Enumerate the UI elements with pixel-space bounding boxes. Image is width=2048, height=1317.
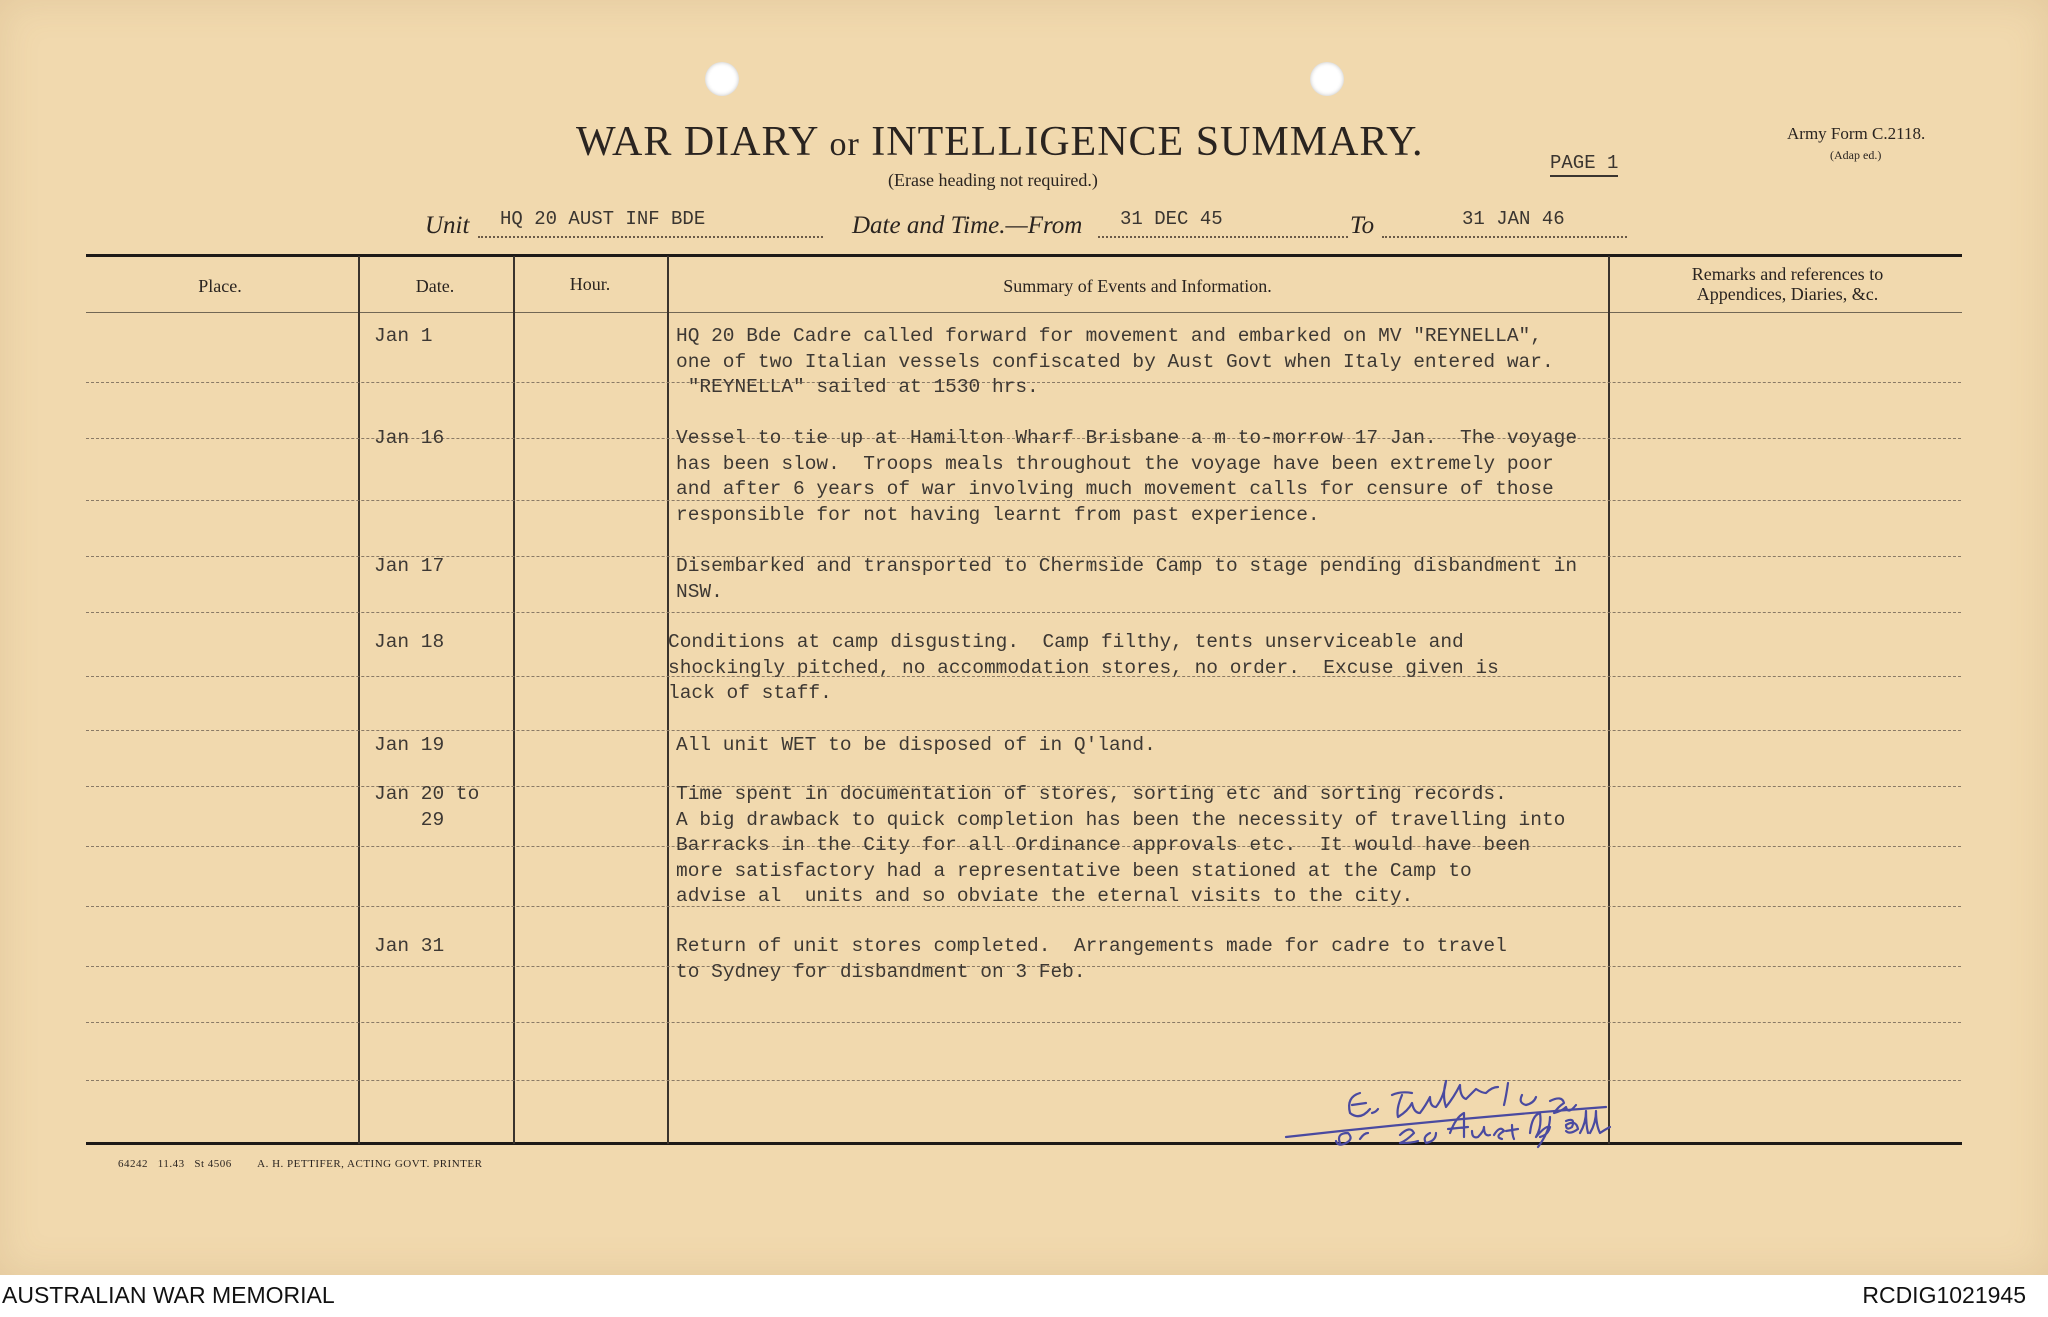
col-header-place: Place. (198, 276, 242, 296)
ruled-line (86, 612, 1961, 613)
ruled-line (86, 1022, 1961, 1023)
col-divider-place (358, 256, 360, 1144)
signature-image (1280, 1075, 1680, 1165)
to-field-line (1382, 236, 1627, 238)
col-header-hour: Hour. (569, 274, 611, 294)
date-time-label: Date and Time.—From (852, 212, 1083, 239)
entry-date: Jan 20 to 29 (374, 783, 480, 831)
form-title (576, 118, 1424, 166)
entry-text: Time spent in documentation of stores, sorting etc and sorting records. A big drawback to quick completion has been the necessity of travelling into Barracks in the City for all Ordinance approvals etc. It would have been more satisfactory had a representative been stationed at the Camp to advise al units and so obviate the eternal visits to the city. (676, 783, 1566, 907)
unit-field-line (478, 236, 823, 238)
title-war-diary: WAR DIARY (576, 119, 818, 165)
entry-text: HQ 20 Bde Cadre called forward for movement and embarked on MV "REYNELLA", one of two Italian vessels confiscated by Aust Govt when Italy entered war. "REYNELLA" sailed at 1530 hrs. (676, 325, 1554, 398)
entry-text: All unit WET to be disposed of in Q'land. (676, 734, 1156, 756)
entry-date: Jan 31 (374, 935, 445, 957)
col-header-date: Date. (415, 276, 455, 296)
table-bottom-rule (86, 1142, 1962, 1145)
entry-text: Conditions at camp disgusting. Camp filthy, tents unserviceable and shockingly pitched, no accommodation stores, no order. Excuse given is lack of staff. (668, 631, 1499, 704)
unit-label: Unit (425, 212, 470, 239)
from-field-line (1098, 236, 1348, 238)
ruled-line (86, 730, 1961, 731)
entry-date: Jan 17 (374, 555, 445, 577)
page-number: PAGE 1 (1550, 152, 1618, 177)
header-bottom-rule (86, 312, 1962, 313)
to-value: 31 JAN 46 (1462, 208, 1565, 230)
entry-text: Disembarked and transported to Chermside Camp to stage pending disbandment in NSW. (676, 555, 1578, 603)
footer-record-id: RCDIG1021945 (1862, 1282, 2026, 1308)
col-divider-date (513, 256, 515, 1144)
to-label: To (1350, 212, 1375, 239)
erase-note: (Erase heading not required.) (888, 170, 1098, 190)
footer-archive-name: AUSTRALIAN WAR MEMORIAL (2, 1282, 335, 1308)
title-intelligence-summary: INTELLIGENCE SUMMARY. (871, 119, 1424, 165)
entry-date: Jan 1 (374, 325, 433, 347)
from-value: 31 DEC 45 (1120, 208, 1223, 230)
col-divider-summary (1608, 256, 1610, 1144)
punch-hole-left (705, 62, 739, 96)
entry-date: Jan 16 (374, 427, 445, 449)
entry-date: Jan 19 (374, 734, 445, 756)
army-form-number: Army Form C.2118. (1787, 124, 1926, 143)
entry-text: Return of unit stores completed. Arrangements made for cadre to travel to Sydney for disbandment on 3 Feb. (676, 935, 1507, 983)
adaped-note: (Adap ed.) (1830, 148, 1882, 162)
printer-imprint: 64242 11.43 St 4506 A. H. PETTIFER, ACTING GOVT. PRINTER (118, 1158, 483, 1170)
unit-value: HQ 20 AUST INF BDE (500, 208, 706, 230)
entry-text: Vessel to tie up at Hamilton Wharf Brisbane a m to-morrow 17 Jan. The voyage has been slow. Troops meals throughout the voyage have been extremely poor and after 6 years of war involving much movement calls for censure of those responsible for not having learnt from past experience. (676, 427, 1578, 526)
punch-hole-right (1310, 62, 1344, 96)
title-or: or (829, 126, 860, 163)
col-header-remarks-line1: Remarks and references to (1691, 264, 1884, 284)
table-top-rule (86, 254, 1962, 257)
col-header-summary: Summary of Events and Information. (1003, 276, 1272, 296)
col-header-remarks-line2: Appendices, Diaries, &c. (1696, 284, 1879, 304)
entry-date: Jan 18 (374, 631, 445, 653)
